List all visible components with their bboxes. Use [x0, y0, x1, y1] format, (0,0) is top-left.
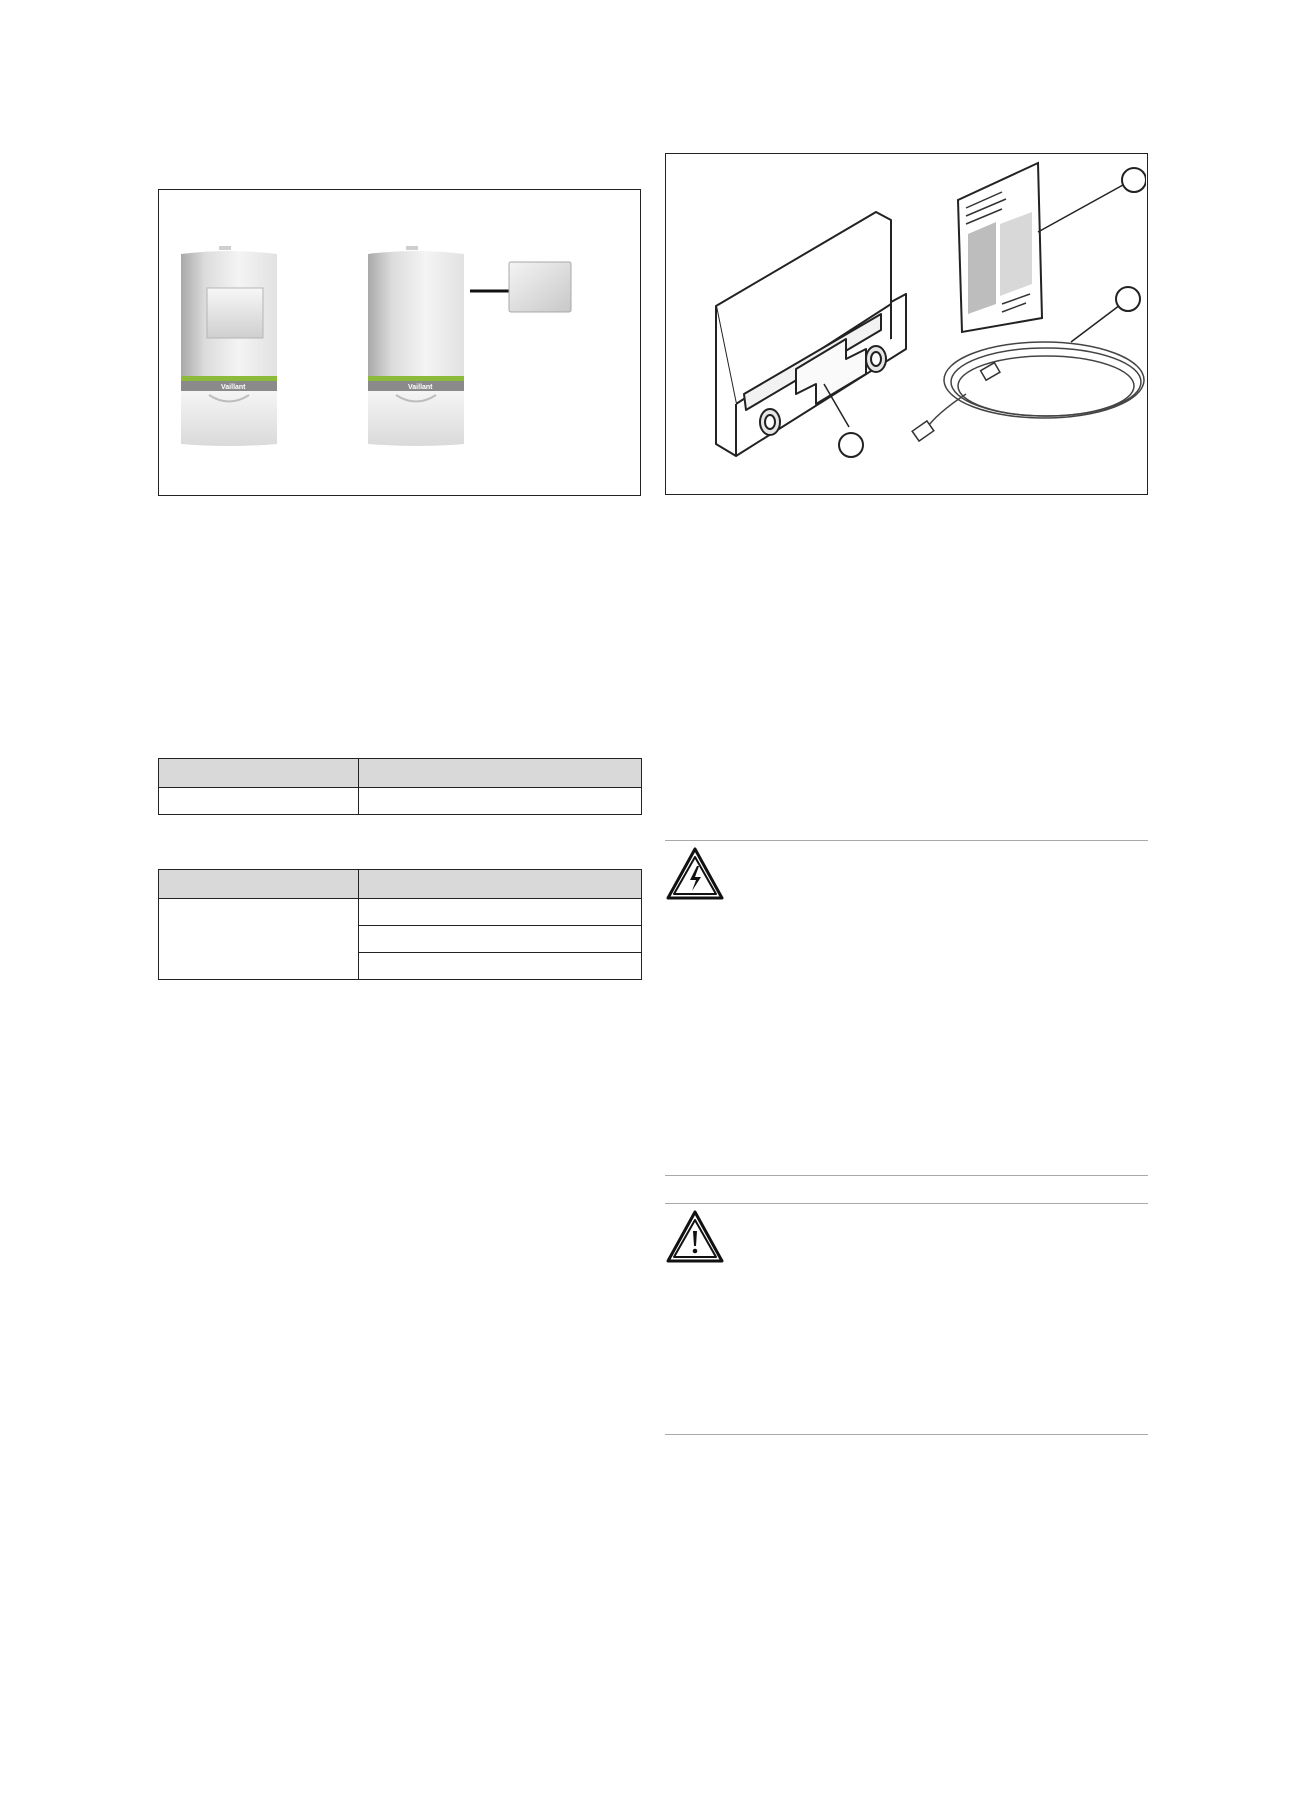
figure-boilers [158, 189, 641, 496]
table-header-row [159, 759, 642, 788]
accent-stripe [368, 376, 464, 381]
boilers-illustration [159, 190, 639, 494]
table-cell [359, 899, 642, 926]
table-cell [359, 788, 642, 815]
wall-bracket [716, 212, 906, 456]
table-header-cell [359, 870, 642, 899]
spec-table-bottom [158, 869, 642, 980]
warning-general [665, 1209, 725, 1265]
table-header-row [159, 870, 642, 899]
table-cell [159, 899, 359, 980]
callout-1 [1122, 168, 1146, 192]
boiler-with-integrated-control [181, 246, 277, 446]
accent-stripe [181, 376, 277, 381]
electric-hazard-icon [665, 846, 725, 902]
connection-cable-coil [912, 342, 1144, 441]
table-cell [159, 788, 359, 815]
warning-bottom-rule [665, 1175, 1148, 1176]
table-header-cell [159, 870, 359, 899]
general-warning-icon [665, 1209, 725, 1265]
accessory-kit-illustration [666, 154, 1146, 493]
table-header-cell [359, 759, 642, 788]
brand-logo: Vaillant [221, 384, 246, 391]
table-header-cell [159, 759, 359, 788]
callout-2 [1116, 287, 1140, 311]
control-display [207, 288, 263, 338]
table-row [159, 899, 642, 926]
brand-logo: Vaillant [408, 384, 433, 391]
warning-top-rule [665, 840, 1148, 841]
instruction-sheet [958, 163, 1042, 332]
boiler-with-external-control [368, 246, 464, 446]
external-control-unit [509, 262, 571, 312]
table-cell [359, 926, 642, 953]
table-cell [359, 953, 642, 980]
spec-table-top [158, 758, 642, 815]
warning-electric [665, 846, 725, 902]
warning-bottom-rule [665, 1434, 1148, 1435]
callout-3 [839, 433, 863, 457]
table-row [159, 788, 642, 815]
warning-top-rule [665, 1203, 1148, 1204]
figure-accessory-kit [665, 153, 1148, 495]
